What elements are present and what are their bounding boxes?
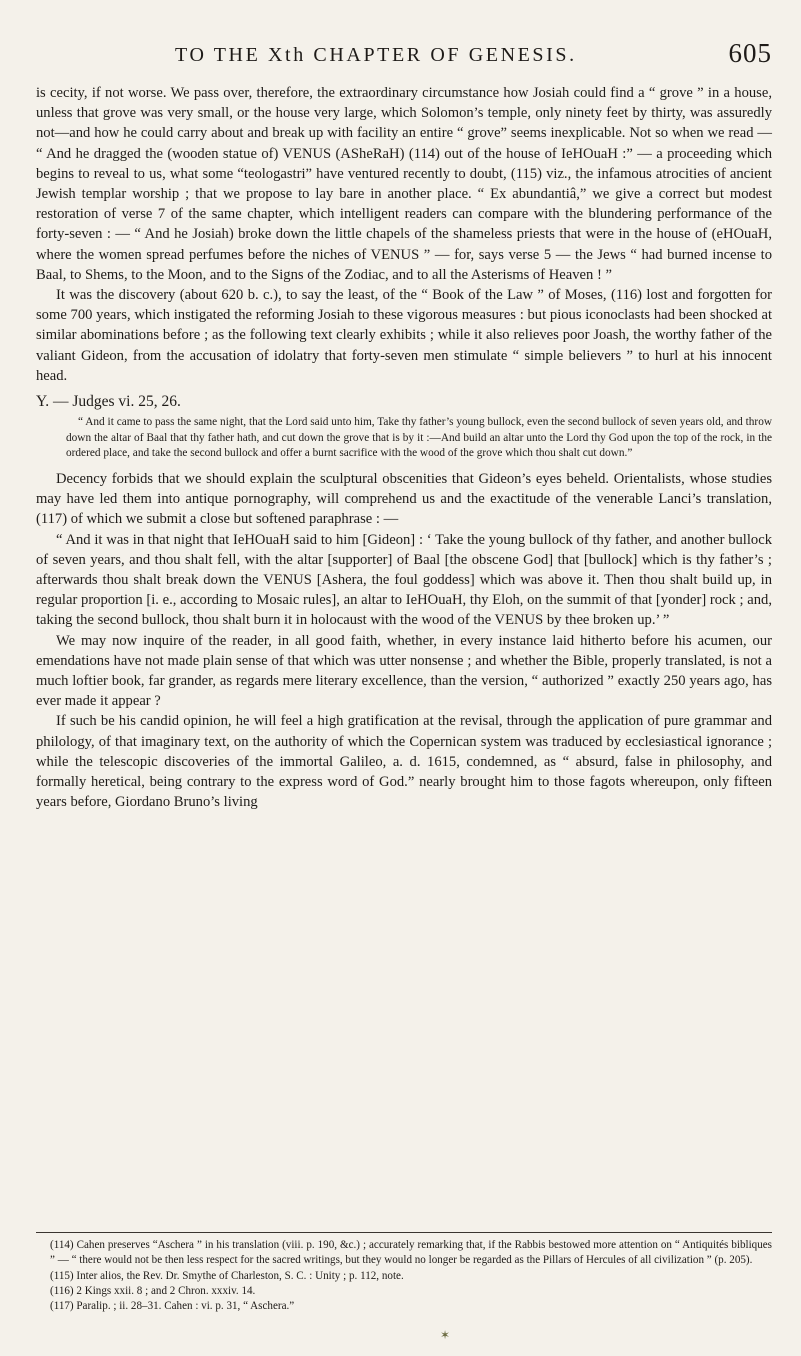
paragraph-2: It was the discovery (about 620 b. c.), to say the least, of the “ Book of the Law ” of Moses, (116) lost and forgotten for some 700 years, which instigated the reforming Josiah to these vigorous measures : but pious iconoclasts had been shocked at similar abominations before ; as the following text clearly exhibits ; while it also relieves poor Joash, the worthy father of the valiant Gideon, from the accusation of idolatry that forty-seven men stimulate “ simple believers ” to hurl at his innocent head. bbox=[36, 287, 772, 384]
page-number: 605 bbox=[728, 38, 772, 68]
paragraph-6: We may now inquire of the reader, in all good faith, whether, in every instance laid hitherto before his acumen, our emendations have not made plain sense of that which was utter nonsense ; and whether the Bible, properly translated, is not a much loftier book, far grander, as regards mere literary excellence, than the version, “ authorized ” exactly 250 years ago, has ever made it appear ? bbox=[36, 632, 772, 710]
body-text bbox=[36, 83, 772, 812]
paragraph-5-paraphrase: “ And it was in that night that IeHOuaH said to him [Gideon] : ‘ Take the young bullock of thy father, and another bullock of seven years, and thou shalt fell, with the altar [supporter] of Baal [the obscene God] that [bullock] which is thy father’s ; afterwards thou shalt break down the VENUS [Ashera, the foul goddess] which was above it. Then thou shalt build up, in regular proportion [i. e., according to Mosaic rules], an altar to IeHOuaH, thy Eloh, on the summit of that [yonder] rock ; and, taking the second bullock, thou shalt burn it in holocaust with the wood of the VENUS by thee broken up.’ ” bbox=[36, 531, 772, 629]
footnote-rule bbox=[36, 1232, 772, 1233]
paragraph-4: Decency forbids that we should explain the sculptural obscenities that Gideon’s eyes beheld. Orientalists, whose studies may have led them into antique pornography, will comprehend us and the exactitude of the venerable Lanci’s translation, (117) of which we submit a close but softened paraphrase : — bbox=[36, 471, 772, 528]
quote-text: “ And it came to pass the same night, that the Lord said unto him, Take thy father’s young bullock, even the second bullock of seven years old, and throw down the altar of Baal that thy father hath, and cut down the grove that is by it :—And build an altar unto the Lord thy God upon the top of the rock, in the ordered place, and take the second bullock and offer a burnt sacrifice with the wood of the grove which thou shalt cut down.” bbox=[66, 416, 772, 460]
running-head bbox=[40, 38, 772, 78]
stray-print-mark: ✶ bbox=[440, 1328, 451, 1342]
footnote-114: (114) Cahen preserves “Aschera ” in his translation (viii. p. 190, &c.) ; accurately remarking that, if the Rabbis bestowed more attention on “ Antiquités bibliques ” — “ there would not be then less respect for the sacred writings, but they would no longer be regarded as the Pillars of Hercules of all civilization ” (p. 205). bbox=[50, 1239, 772, 1267]
paragraph-1: is cecity, if not worse. We pass over, therefore, the extraordinary circumstance how Josiah could find a “ grove ” in a house, unless that grove was very small, or the house very large, which Solomon’s temple, only ninety feet by thirty, was assuredly not—and how he could carry about and break up with facility an entire “ grove” seems inexplicable. Not so when we read — “ And he dragged the (wooden statue of) VENUS (AShеRaH) (114) out of the house of IeHOuaH :” — a proceeding which begins to reveal to us, what some “teologastri” have ventured recently to doubt, (115) viz., the infamous atrocities of ancient Jewish templar worship ; that we propose to lay bare in another place. “ Ex abundantiâ,” we give a correct but modest restoration of verse 7 of the same chapter, which intelligent readers can compare with the blundering performance of the forty-seven : — “ And he Josiah) broke down the little chapels of the shameless priests that were in the house of (eHOuaH, where the women spread perfumes before the niches of VENUS ” — for, says verse 5 — the Jews “ had burned incense to Baal, to Shems, to the Moon, and to the Signs of the Zodiac, and to all the Asterisms of Heaven ! ” bbox=[36, 85, 772, 283]
paragraph-7: If such be his candid opinion, he will feel a high gratification at the revisal, through the application of pure grammar and philology, of that imaginary text, on the authority of which the Copernican system was traduced by ecclesiastical ignorance ; while the telescopic discoveries of the immortal Galileo, a. d. 1615, condemned, as “ absurd, false in philosophy, and formally heretical, being contrary to the express word of God.” nearly brought him to those fagots whereupon, only fifteen years before, Giordano Bruno’s living bbox=[36, 713, 772, 811]
footnote-115: (115) Inter alios, the Rev. Dr. Smythe of Charleston, S. C. : Unity ; p. 112, note. bbox=[50, 1269, 404, 1282]
footnote-116: (116) 2 Kings xxii. 8 ; and 2 Chron. xxxiv. 14. bbox=[50, 1284, 256, 1297]
scripture-quote bbox=[66, 415, 772, 462]
section-heading-judges: Y. — Judges vi. 25, 26. bbox=[36, 393, 181, 411]
running-title: TO THE Xth CHAPTER OF GENESIS. bbox=[175, 44, 577, 66]
footnotes bbox=[36, 1238, 772, 1314]
footnote-117: (117) Paralip. ; ii. 28–31. Cahen : vi. p. 31, “ Aschera.” bbox=[50, 1300, 295, 1313]
